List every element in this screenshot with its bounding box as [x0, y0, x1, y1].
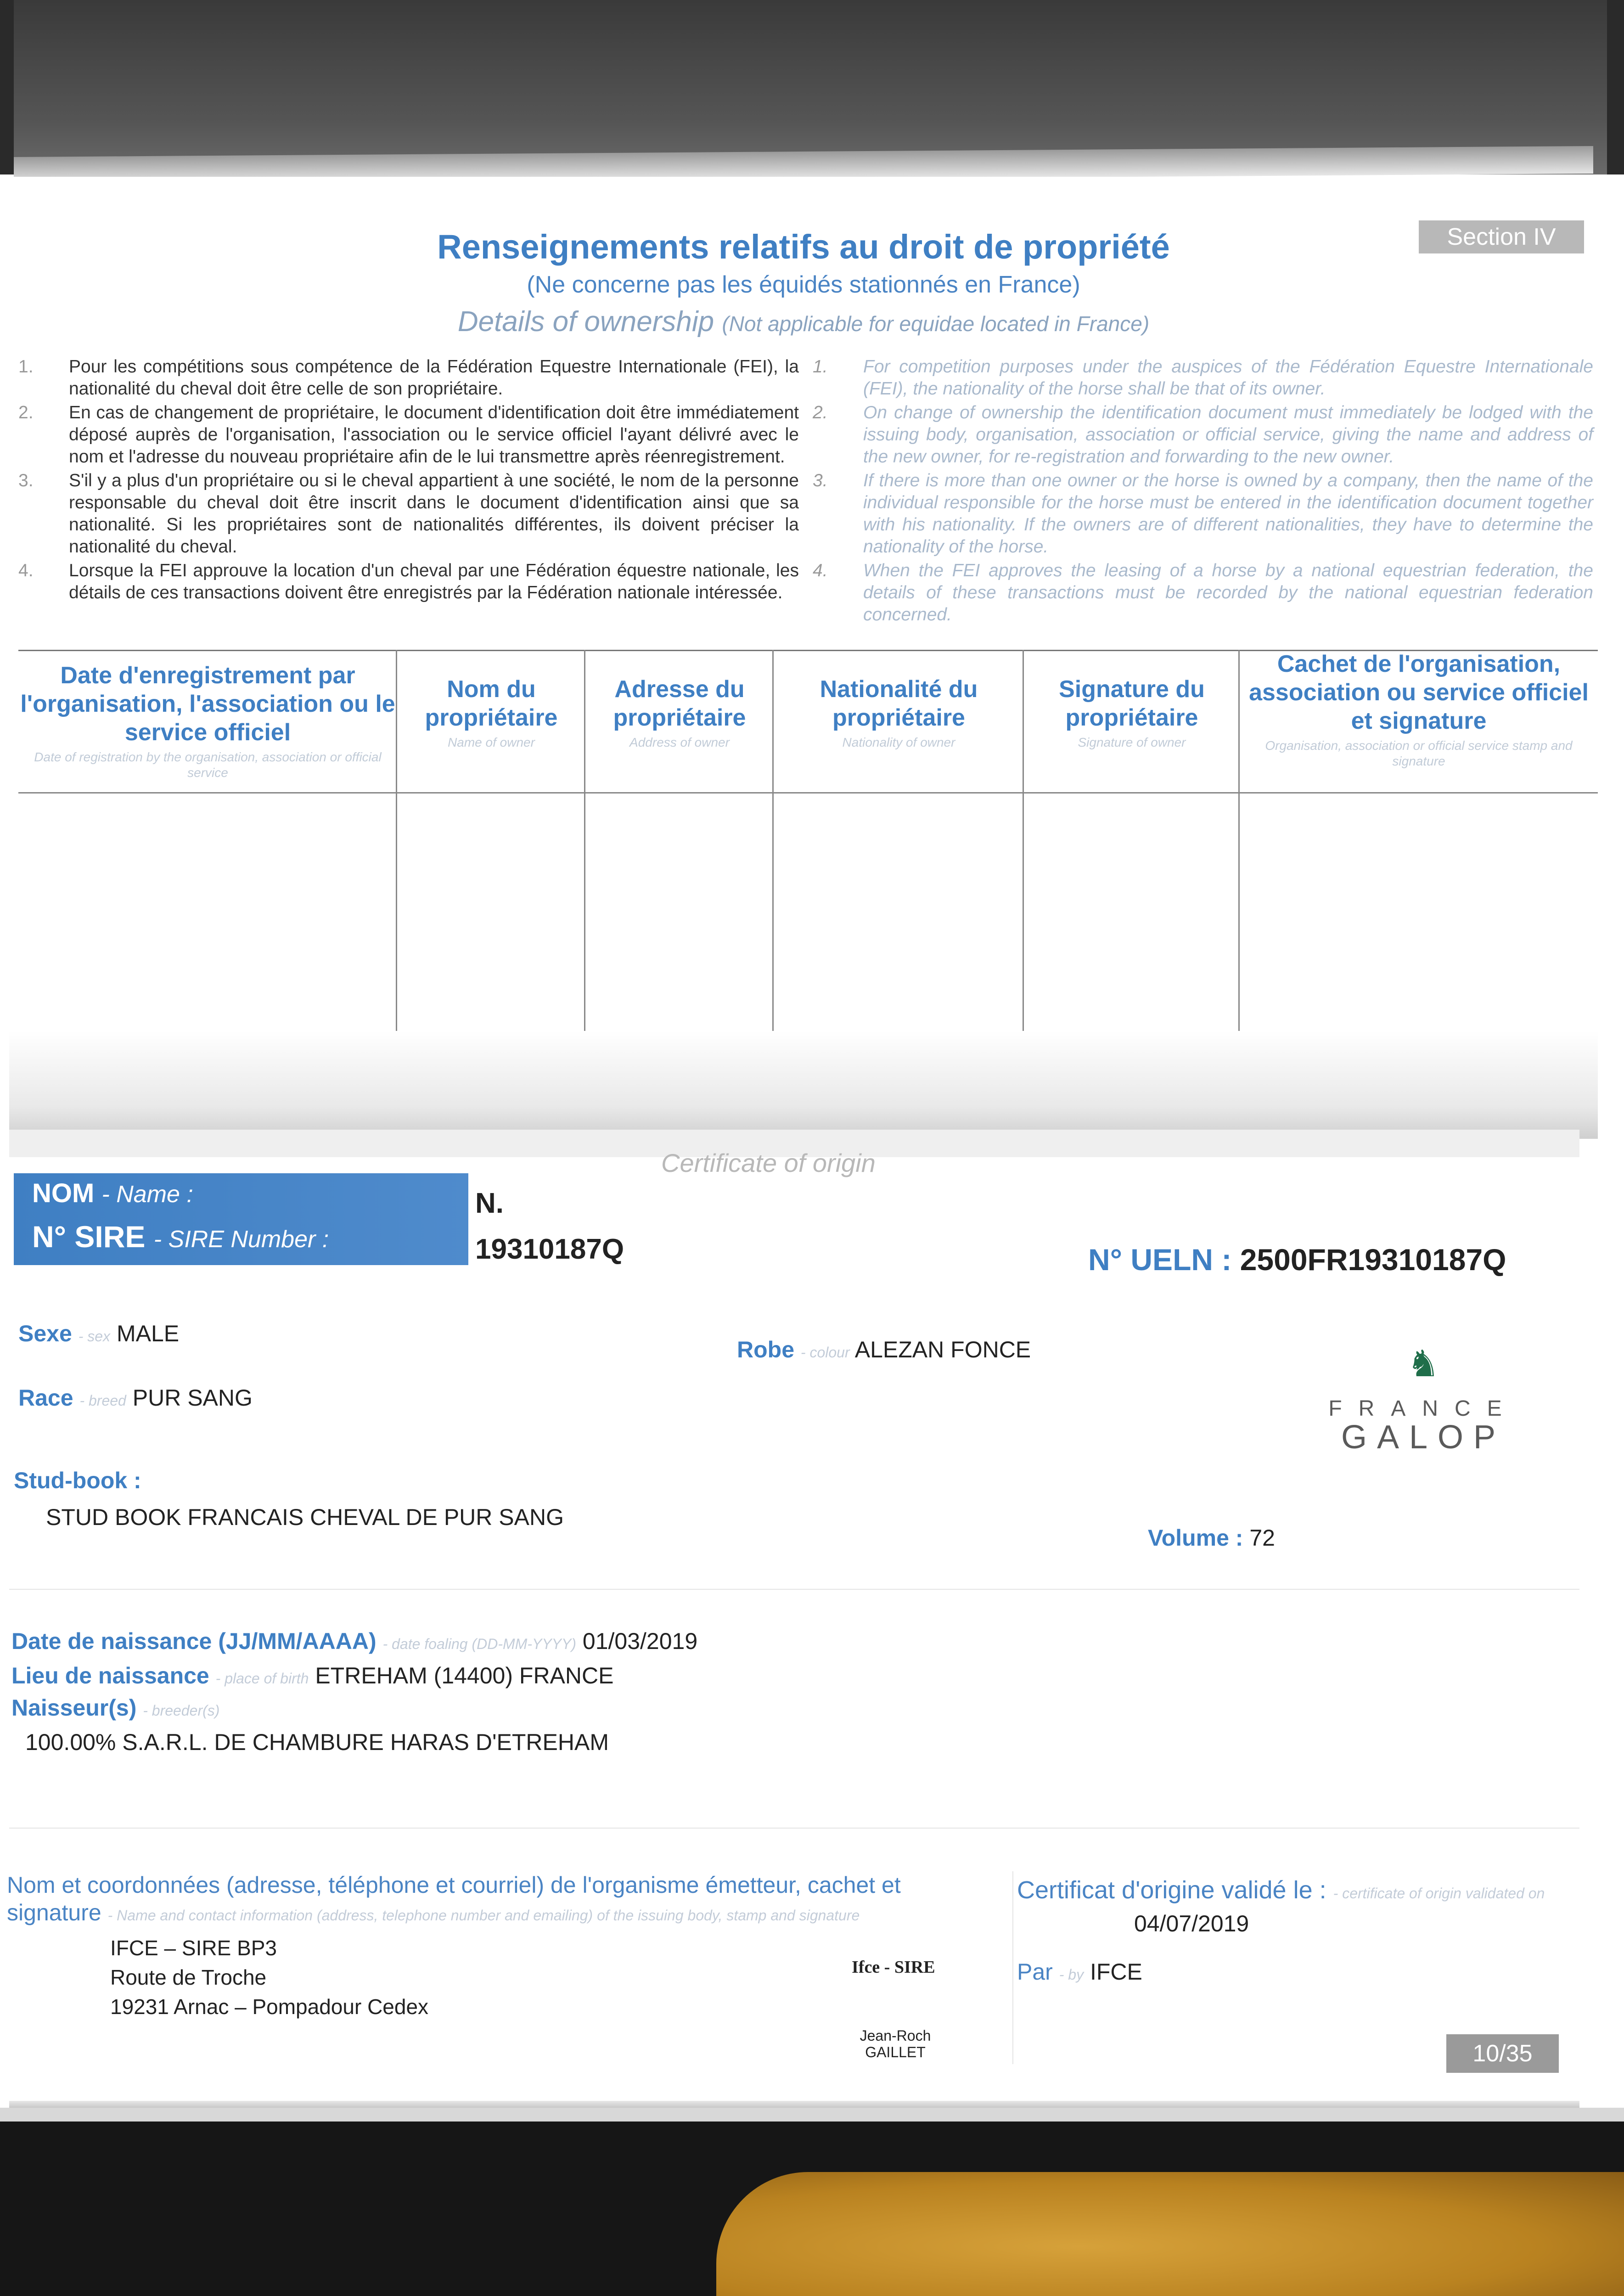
note-num: 4. [813, 561, 828, 580]
validation-label: Certificat d'origine validé le : [1017, 1876, 1326, 1904]
breeder-sub: - breeder(s) [143, 1702, 220, 1719]
col-head-label: Signature du propriétaire [1059, 676, 1205, 731]
sex-field [18, 1320, 179, 1347]
race-sub: - breed [79, 1392, 126, 1409]
section-subtitle-en: (Not applicable for equidae located in France) [722, 312, 1150, 336]
note-num: 3. [813, 471, 828, 490]
signer-last-name: GAILLET [865, 2044, 926, 2060]
breeder-field [11, 1694, 219, 1721]
separator [9, 1828, 1579, 1829]
issuer-sub: - Name and contact information (address, telephone number and emailing) of the issuing body, stamp and signature [107, 1907, 860, 1924]
name-label-en: - Name : [101, 1181, 193, 1208]
volume-label: Volume : [1148, 1525, 1243, 1551]
section-badge: Section IV [1419, 220, 1584, 253]
certificate-title-en: Certificate of origin [661, 1148, 876, 1177]
note-en-4 [813, 560, 1593, 626]
col-head [585, 650, 774, 792]
section-title-en-text: Details of ownership [457, 306, 714, 338]
france-galop-logo [1313, 1345, 1534, 1465]
col-head [1024, 650, 1240, 792]
note-text: Pour les compétitions sous compétence de la Fédération Equestre Internationale (FEI), la nationalité du cheval doit être celle de son propriétaire. [69, 357, 799, 399]
race-value: PUR SANG [132, 1385, 253, 1411]
horse-rider-icon: ♞ [1407, 1343, 1440, 1384]
pob-label: Lieu de naissance [11, 1663, 209, 1688]
ownership-page [9, 177, 1598, 1139]
studbook-label-text: Stud-book : [14, 1468, 141, 1493]
scan-top-background [0, 0, 1624, 174]
col-head-label: Adresse du propriétaire [613, 676, 746, 731]
name-value: N. [475, 1187, 504, 1219]
note-fr-1 [18, 356, 799, 400]
col-head-sub: Signature of owner [1078, 735, 1186, 749]
breeder-value: 100.00% S.A.R.L. DE CHAMBURE HARAS D'ETREHAM [25, 1729, 609, 1755]
note-text: Lorsque la FEI approuve la location d'un cheval par une Fédération équestre nationale, les détails de ces transactions doivent être enregistrés par la Fédération nationale intéressée. [69, 561, 799, 602]
col-head-label: Cachet de l'organisation, association ou service officiel et signature [1249, 651, 1589, 734]
robe-field [737, 1336, 1031, 1363]
validation-date: 04/07/2019 [1134, 1911, 1249, 1936]
page-bottom-strip [0, 2108, 1624, 2122]
sire-label-fr: N° SIRE [32, 1220, 146, 1254]
note-num: 4. [18, 561, 34, 580]
vertical-separator [1012, 1871, 1013, 2064]
section-subtitle: (Ne concerne pas les équidés stationnés en France) [527, 271, 1080, 298]
note-en-1 [813, 356, 1593, 400]
col-head [18, 650, 397, 792]
ueln-field [1088, 1242, 1506, 1277]
col-head [774, 650, 1024, 792]
pob-field [11, 1662, 613, 1689]
note-fr-2 [18, 402, 799, 468]
issuer-stamp: Ifce - SIRE [852, 1958, 935, 1977]
notes-en [813, 356, 1593, 628]
note-text: S'il y a plus d'un propriétaire ou si le cheval appartient à une société, le nom de la personne responsable du cheval doit être inscrit dans le document d'identification ainsi que sa nationalité. Si les propriétaires sont de nationalités différentes, ils doivent préciser la nationalité du cheval. [69, 471, 799, 557]
ueln-value: 2500FR19310187Q [1240, 1243, 1506, 1277]
dob-field [11, 1628, 697, 1654]
scan-bottom-background [0, 2108, 1624, 2296]
note-fr-4 [18, 560, 799, 604]
notes-fr [18, 356, 799, 606]
issuer-label: Nom et coordonnées (adresse, téléphone et courriel) de l'organisme émetteur, cachet et signature [7, 1872, 901, 1925]
sire-label [32, 1219, 329, 1254]
sire-value: 19310187Q [475, 1233, 624, 1265]
sex-label: Sexe [18, 1321, 72, 1346]
validated-by-field [1017, 1958, 1142, 1985]
pob-value: ETREHAM (14400) FRANCE [315, 1663, 614, 1688]
separator [9, 1589, 1579, 1590]
volume-field [1148, 1525, 1275, 1551]
name-sire-box [14, 1173, 468, 1265]
validated-by-label: Par [1017, 1959, 1053, 1985]
robe-sub: - colour [800, 1344, 850, 1361]
note-num: 1. [813, 357, 828, 377]
sire-label-en: - SIRE Number : [153, 1226, 329, 1253]
robe-value: ALEZAN FONCE [854, 1337, 1031, 1362]
note-text: En cas de changement de propriétaire, le document d'identification doit être immédiatement déposé auprès de l'organisation, l'association ou le service officiel l'ayant délivré avec le nom et l'adresse du nouveau propriétaire afin de le lui transmettre après réenregistrement. [69, 403, 799, 467]
col-head-label: Nom du propriétaire [425, 676, 558, 731]
note-en-2 [813, 402, 1593, 468]
issuer-line-3: 19231 Arnac – Pompadour Cedex [110, 1995, 429, 2019]
note-text: On change of ownership the identification document must immediately be lodged with the issuing body, organisation, association or official service, giving the name and address of the new owner, for re-registration and forwarding to the new owner. [863, 403, 1593, 467]
name-label [32, 1178, 193, 1209]
logo-galop: GALOP [1341, 1419, 1506, 1456]
note-text: When the FEI approves the leasing of a horse by a national equestrian federation, the details of these transactions must be recorded by the national equestrian federation concerned. [863, 561, 1593, 625]
validation-sub: - certificate of origin validated on [1333, 1885, 1545, 1902]
section-title: Renseignements relatifs au droit de propriété [437, 228, 1170, 266]
sex-sub: - sex [78, 1328, 111, 1345]
name-label-fr: NOM [32, 1178, 95, 1208]
issuer-line-2: Route de Troche [110, 1965, 267, 1989]
volume-value: 72 [1249, 1525, 1275, 1551]
col-head-label: Nationalité du propriétaire [820, 676, 978, 731]
col-head-label: Date d'enregistrement par l'organisation, l'association ou le service officiel [20, 662, 395, 746]
robe-label: Robe [737, 1337, 794, 1362]
section-title-en [9, 305, 1598, 338]
page-fold-shadow [9, 1031, 1598, 1139]
note-num: 1. [18, 357, 34, 377]
col-head [1240, 650, 1598, 792]
note-text: If there is more than one owner or the horse is owned by a company, then the name of the individual responsible for the horse must be entered in the identification document together with his nationality. If the owners are of different nationalities, they have to determine the nationality of the horse. [863, 471, 1593, 557]
signer-block [854, 2027, 937, 2060]
dob-sub: - date foaling (DD-MM-YYYY) [382, 1636, 576, 1652]
dob-label: Date de naissance (JJ/MM/AAAA) [11, 1628, 376, 1654]
race-label: Race [18, 1385, 73, 1411]
pob-sub: - place of birth [215, 1670, 309, 1687]
studbook-value: STUD BOOK FRANCAIS CHEVAL DE PUR SANG [46, 1504, 564, 1530]
note-fr-3 [18, 470, 799, 558]
note-num: 3. [18, 471, 34, 490]
race-field [18, 1384, 253, 1411]
note-text: For competition purposes under the auspices of the Fédération Equestre Internationale (FEI), the nationality of the horse shall be that of its owner. [863, 357, 1593, 399]
dob-value: 01/03/2019 [582, 1628, 698, 1654]
breeder-label: Naisseur(s) [11, 1695, 137, 1721]
logo-france: FRANCE [1328, 1396, 1518, 1421]
ueln-label: N° UELN : [1088, 1243, 1232, 1277]
note-en-3 [813, 470, 1593, 558]
col-head [397, 650, 585, 792]
validation-label-block [1017, 1876, 1545, 1904]
col-head-sub: Organisation, association or official service stamp and signature [1265, 738, 1573, 768]
col-head-sub: Address of owner [629, 735, 730, 749]
issuer-line-1: IFCE – SIRE BP3 [110, 1936, 277, 1960]
note-num: 2. [813, 403, 828, 422]
issuer-label-block [7, 1871, 994, 1929]
col-head-sub: Name of owner [448, 735, 535, 749]
signer-first-name: Jean-Roch [860, 2027, 931, 2044]
page-number-badge: 10/35 [1446, 2034, 1559, 2073]
sex-value: MALE [116, 1321, 180, 1346]
col-head-sub: Date of registration by the organisation, association or official service [34, 750, 382, 780]
studbook-label [14, 1467, 141, 1494]
validated-by-value: IFCE [1090, 1959, 1142, 1985]
validated-by-sub: - by [1059, 1966, 1084, 1983]
col-head-sub: Nationality of owner [842, 735, 955, 749]
knit-fabric [716, 2172, 1624, 2296]
note-num: 2. [18, 403, 34, 422]
